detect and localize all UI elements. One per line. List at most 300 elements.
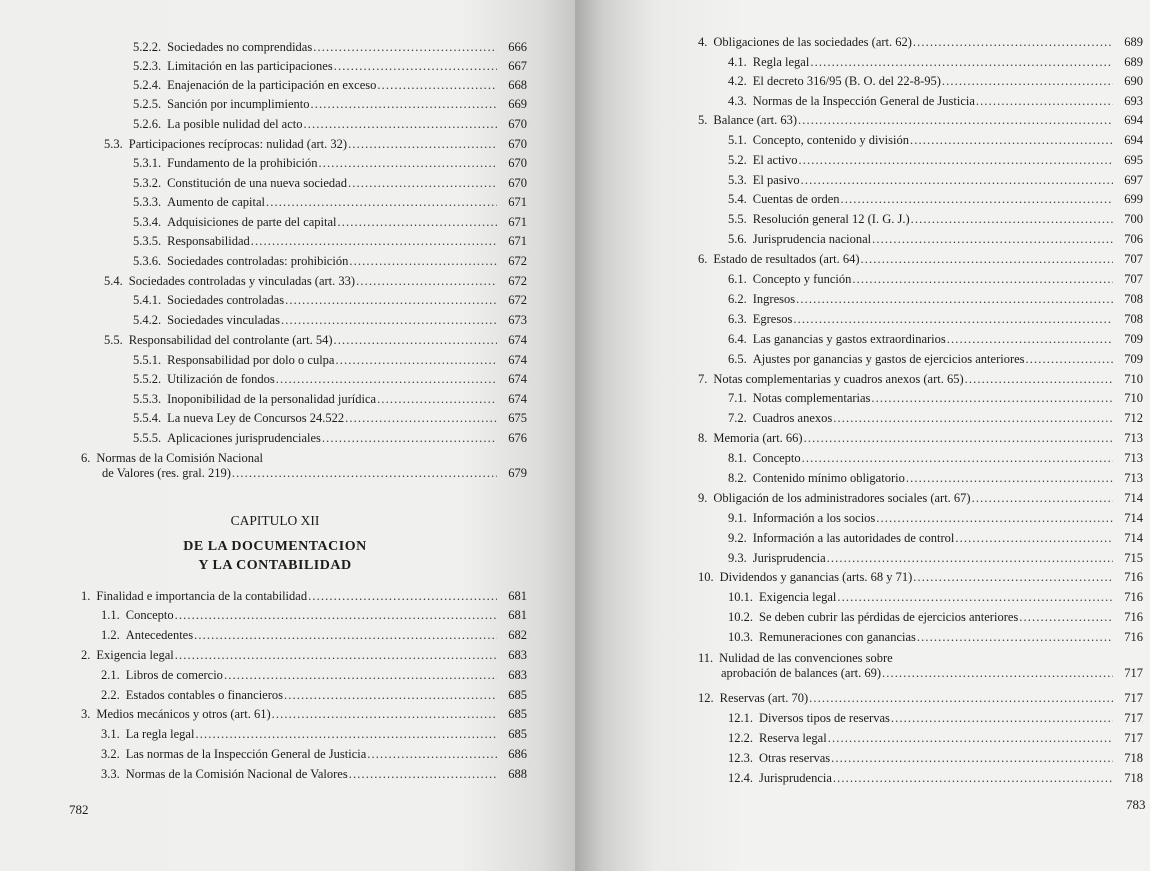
entry-title: Egresos — [752, 312, 793, 326]
entry-number: 3. — [81, 707, 91, 721]
dot-leader — [810, 55, 1113, 70]
dot-leader — [871, 391, 1113, 406]
right-toc-entry — [728, 731, 1143, 746]
entry-number: 5.3.2. — [133, 176, 162, 190]
right-toc-entry — [728, 94, 1143, 109]
entry-title: Libros de comercio — [125, 668, 223, 682]
entry-number: 5.6. — [728, 232, 747, 246]
entry-title: Responsabilidad — [167, 234, 250, 248]
entry-page-number: 707 — [1124, 272, 1143, 286]
right-toc-entries — [575, 0, 1150, 871]
entry-number: 1.1. — [101, 608, 120, 622]
entry-page-number: 672 — [508, 293, 527, 307]
entry-number: 9.2. — [728, 531, 747, 545]
entry-page-number: 676 — [508, 431, 527, 445]
left-toc-entry — [101, 688, 527, 703]
entry-title: Ajustes por ganancias y gastos de ejercicios anteriores — [752, 352, 1025, 366]
dot-leader — [793, 312, 1113, 327]
entry-title: Concepto — [125, 608, 174, 622]
entry-number: 12. — [698, 691, 714, 705]
dot-leader — [804, 431, 1113, 446]
entry-page-number: 689 — [1124, 35, 1143, 49]
dot-leader — [367, 747, 497, 762]
right-toc-entry — [698, 252, 1143, 267]
entry-title: Obligaciones de las sociedades (art. 62) — [713, 35, 912, 49]
left-toc-entry — [133, 431, 527, 446]
entry-title: Ingresos — [752, 292, 796, 306]
dot-leader — [872, 232, 1113, 247]
entry-title: Inoponibilidad de la personalidad jurídica — [167, 392, 377, 406]
dot-leader — [281, 313, 497, 328]
entry-title: Resolución general 12 (I. G. J.) — [752, 212, 910, 226]
entry-number: 9. — [698, 491, 708, 505]
dot-leader — [349, 254, 497, 269]
dot-leader — [356, 274, 497, 289]
dot-leader — [272, 707, 497, 722]
entry-number: 5.5.3. — [133, 392, 162, 406]
chapter-title-line-1: DE LA DOCUMENTACION — [183, 539, 367, 554]
left-toc-entry — [81, 451, 527, 481]
entry-page-number: 685 — [508, 707, 527, 721]
entry-number: 5.2.3. — [133, 59, 162, 73]
entry-page-number: 694 — [1124, 113, 1143, 127]
entry-title: Memoria (art. 66) — [713, 431, 803, 445]
left-toc-entry — [133, 78, 527, 93]
entry-number: 3.3. — [101, 767, 120, 781]
dot-leader — [349, 767, 497, 782]
entry-number: 6. — [698, 252, 708, 266]
left-toc-entry — [133, 117, 527, 132]
entry-number: 5.4. — [728, 192, 747, 206]
entry-page-number: 670 — [508, 156, 527, 170]
entry-page-number: 718 — [1124, 751, 1143, 765]
entry-title: Sociedades controladas: prohibición — [167, 254, 349, 268]
entry-page-number: 707 — [1124, 252, 1143, 266]
left-toc-entry — [101, 608, 527, 623]
entry-page-number: 706 — [1124, 232, 1143, 246]
dot-leader — [837, 590, 1113, 605]
right-toc-entry — [728, 312, 1143, 327]
entry-title: Jurisprudencia — [752, 551, 826, 565]
entry-title: Notas complementarias y cuadros anexos (art. 65) — [713, 372, 964, 386]
right-toc-entry — [728, 590, 1143, 605]
entry-number: 5.3. — [104, 137, 123, 151]
entry-title: Exigencia legal — [759, 590, 837, 604]
dot-leader — [906, 471, 1113, 486]
entry-number: 7.2. — [728, 411, 747, 425]
entry-page-number: 672 — [508, 254, 527, 268]
right-toc-entry — [728, 232, 1143, 247]
dot-leader — [345, 411, 497, 426]
dot-leader — [318, 156, 497, 171]
entry-page-number: 668 — [508, 78, 527, 92]
left-toc-entry — [133, 411, 527, 426]
left-toc-entry — [104, 274, 527, 289]
entry-number: 6.4. — [728, 332, 747, 346]
entry-page-number: 670 — [508, 117, 527, 131]
entry-number: 4. — [698, 35, 708, 49]
left-toc-entry — [104, 137, 527, 152]
right-toc-entry — [728, 153, 1143, 168]
entry-number: 5.5. — [728, 212, 747, 226]
entry-page-number: 713 — [1124, 431, 1143, 445]
dot-leader — [796, 292, 1113, 307]
dot-leader — [841, 192, 1113, 207]
entry-title: Concepto y función — [752, 272, 852, 286]
entry-page-number: 679 — [508, 466, 527, 480]
entry-number: 2. — [81, 648, 91, 662]
dot-leader — [809, 691, 1113, 706]
right-toc-entry — [728, 771, 1143, 786]
entry-title: Normas de la Comisión Nacional de Valores — [125, 767, 348, 781]
entry-number: 5.5.4. — [133, 411, 162, 425]
right-toc-entry — [728, 531, 1143, 546]
entry-page-number: 685 — [508, 727, 527, 741]
entry-page-number: 694 — [1124, 133, 1143, 147]
entry-number: 5.2.2. — [133, 40, 162, 54]
entry-title: Aplicaciones jurisprudenciales — [167, 431, 321, 445]
dot-leader — [942, 74, 1113, 89]
entry-page-number: 713 — [1124, 451, 1143, 465]
entry-number: 5.5.5. — [133, 431, 162, 445]
dot-leader — [276, 372, 497, 387]
left-toc-entry — [133, 372, 527, 387]
entry-title: Estados contables o financieros — [125, 688, 283, 702]
right-toc-entry — [728, 74, 1143, 89]
entry-page-number: 688 — [508, 767, 527, 781]
dot-leader — [833, 771, 1113, 786]
dot-leader — [947, 332, 1113, 347]
entry-title: La regla legal — [125, 727, 195, 741]
entry-title: Reservas (art. 70) — [719, 691, 809, 705]
right-page — [575, 0, 1150, 871]
dot-leader — [833, 411, 1113, 426]
entry-title: Notas complementarias — [752, 391, 871, 405]
chapter-label: CAPITULO XII — [230, 513, 320, 528]
entry-title: Balance (art. 63) — [713, 113, 798, 127]
entry-title: La nueva Ley de Concursos 24.522 — [167, 411, 345, 425]
entry-number: 3.1. — [101, 727, 120, 741]
entry-title: Regla legal — [752, 55, 810, 69]
entry-title: Exigencia legal — [96, 648, 174, 662]
entry-title: Concepto — [752, 451, 801, 465]
dot-leader — [861, 252, 1113, 267]
entry-page-number: 716 — [1124, 630, 1143, 644]
entry-number: 6.1. — [728, 272, 747, 286]
entry-page-number: 681 — [508, 589, 527, 603]
right-toc-entry — [698, 372, 1143, 387]
right-toc-entry — [728, 292, 1143, 307]
entry-number: 5. — [698, 113, 708, 127]
dot-leader — [377, 78, 497, 93]
right-toc-entry — [698, 491, 1143, 506]
right-toc-entry — [728, 751, 1143, 766]
dot-leader — [976, 94, 1113, 109]
entry-title: Cuadros anexos — [752, 411, 833, 425]
dot-leader — [910, 133, 1113, 148]
left-toc-entry — [81, 589, 527, 604]
entry-page-number: 673 — [508, 313, 527, 327]
entry-title: Sociedades controladas y vinculadas (art. 33) — [128, 274, 356, 288]
entry-number: 7.1. — [728, 391, 747, 405]
dot-leader — [195, 727, 497, 742]
entry-title: Enajenación de la participación en exceso — [167, 78, 377, 92]
dot-leader — [232, 466, 497, 481]
entry-number: 4.2. — [728, 74, 747, 88]
dot-leader — [965, 372, 1113, 387]
dot-leader — [284, 688, 497, 703]
entry-page-number: 710 — [1124, 372, 1143, 386]
entry-number: 5.2. — [728, 153, 747, 167]
entry-number: 5.2.4. — [133, 78, 162, 92]
left-toc-entry — [133, 195, 527, 210]
entry-number: 1. — [81, 589, 91, 603]
entry-page-number: 693 — [1124, 94, 1143, 108]
entry-page-number: 686 — [508, 747, 527, 761]
entry-number: 12.3. — [728, 751, 753, 765]
entry-title: Estado de resultados (art. 64) — [713, 252, 860, 266]
entry-title: Otras reservas — [759, 751, 831, 765]
entry-title: Las normas de la Inspección General de Justicia — [125, 747, 367, 761]
entry-number: 11. — [698, 651, 714, 665]
entry-page-number: 683 — [508, 648, 527, 662]
entry-number: 10.2. — [728, 610, 753, 624]
dot-leader — [852, 272, 1113, 287]
entry-page-number: 670 — [508, 176, 527, 190]
right-toc-entry — [698, 651, 1143, 681]
entry-number: 1.2. — [101, 628, 120, 642]
dot-leader — [913, 35, 1113, 50]
entry-page-number: 666 — [508, 40, 527, 54]
left-toc-entry — [101, 727, 527, 742]
dot-leader — [882, 666, 1113, 681]
entry-page-number: 683 — [508, 668, 527, 682]
entry-number: 10. — [698, 570, 714, 584]
entry-page-number: 697 — [1124, 173, 1143, 187]
entry-title: Responsabilidad del controlante (art. 54) — [128, 333, 333, 347]
entry-page-number: 682 — [508, 628, 527, 642]
entry-number: 12.2. — [728, 731, 753, 745]
entry-title: Limitación en las participaciones — [167, 59, 333, 73]
entry-page-number: 670 — [508, 137, 527, 151]
dot-leader — [335, 353, 497, 368]
left-toc-entry — [133, 176, 527, 191]
entry-page-number: 717 — [1124, 691, 1143, 705]
entry-page-number: 674 — [508, 333, 527, 347]
dot-leader — [377, 392, 497, 407]
entry-title: Utilización de fondos — [167, 372, 275, 386]
right-toc-entry — [728, 511, 1143, 526]
entry-title: Participaciones recíprocas: nulidad (art. 32) — [128, 137, 348, 151]
entry-number: 10.1. — [728, 590, 753, 604]
entry-number: 5.4.1. — [133, 293, 162, 307]
entry-title: Jurisprudencia — [759, 771, 832, 785]
right-toc-entry — [728, 471, 1143, 486]
entry-title: Normas de la Comisión Nacional — [96, 451, 264, 465]
entry-page-number: 717 — [1124, 711, 1143, 725]
entry-title: Responsabilidad por dolo o culpa — [167, 353, 335, 367]
entry-number: 7. — [698, 372, 708, 386]
entry-page-number: 714 — [1124, 531, 1143, 545]
dot-leader — [831, 751, 1113, 766]
dot-leader — [322, 431, 497, 446]
right-toc-entry — [698, 691, 1143, 706]
right-toc-entry — [728, 411, 1143, 426]
right-toc-entry — [698, 570, 1143, 585]
entry-number: 6. — [81, 451, 91, 465]
dot-leader — [911, 212, 1113, 227]
chapter-title-line-2: Y LA CONTABILIDAD — [198, 558, 352, 573]
entry-title: La posible nulidad del acto — [167, 117, 303, 131]
entry-page-number: 672 — [508, 274, 527, 288]
dot-leader — [334, 59, 497, 74]
entry-title: Medios mecánicos y otros (art. 61) — [96, 707, 271, 721]
right-toc-entry — [728, 272, 1143, 287]
entry-page-number: 708 — [1124, 312, 1143, 326]
entry-number: 2.1. — [101, 668, 120, 682]
entry-number: 2.2. — [101, 688, 120, 702]
entry-number: 5.5.2. — [133, 372, 162, 386]
entry-page-number: 709 — [1124, 352, 1143, 366]
entry-page-number: 715 — [1124, 551, 1143, 565]
entry-title: Dividendos y ganancias (arts. 68 y 71) — [719, 570, 913, 584]
entry-title: El pasivo — [752, 173, 800, 187]
dot-leader — [917, 630, 1113, 645]
entry-page-number: 717 — [1124, 731, 1143, 745]
left-toc-entry — [133, 313, 527, 328]
dot-leader — [310, 97, 497, 112]
left-toc-entry — [133, 254, 527, 269]
left-toc-entry — [101, 628, 527, 643]
entry-page-number: 667 — [508, 59, 527, 73]
dot-leader — [802, 451, 1113, 466]
entry-title: El decreto 316/95 (B. O. del 22-8-95) — [752, 74, 941, 88]
entry-title: Normas de la Inspección General de Justicia — [752, 94, 975, 108]
dot-leader — [175, 608, 497, 623]
entry-page-number: 671 — [508, 234, 527, 248]
left-toc-entry — [133, 97, 527, 112]
entry-title: Fundamento de la prohibición — [167, 156, 318, 170]
entry-number: 9.3. — [728, 551, 747, 565]
entry-number: 5.3.6. — [133, 254, 162, 268]
right-toc-entry — [728, 551, 1143, 566]
dot-leader — [224, 668, 497, 683]
entry-title: Remuneraciones con ganancias — [759, 630, 916, 644]
right-toc-entry — [728, 451, 1143, 466]
entry-title: Aumento de capital — [167, 195, 266, 209]
entry-title: Sociedades no comprendidas — [167, 40, 313, 54]
right-toc-entry — [728, 212, 1143, 227]
entry-number: 10.3. — [728, 630, 753, 644]
right-toc-entry — [728, 711, 1143, 726]
left-toc-entry — [101, 767, 527, 782]
entry-page-number: 716 — [1124, 590, 1143, 604]
entry-page-number: 674 — [508, 392, 527, 406]
left-toc-entry — [104, 333, 527, 348]
entry-title: Las ganancias y gastos extraordinarios — [752, 332, 946, 346]
left-toc-entry — [133, 215, 527, 230]
entry-number: 5.2.5. — [133, 97, 162, 111]
entry-title: Contenido mínimo obligatorio — [752, 471, 905, 485]
dot-leader — [827, 551, 1113, 566]
entry-page-number: 709 — [1124, 332, 1143, 346]
entry-page-number: 689 — [1124, 55, 1143, 69]
entry-page-number: 714 — [1124, 511, 1143, 525]
entry-title: Sociedades controladas — [167, 293, 285, 307]
left-toc-entry — [133, 40, 527, 55]
entry-number: 8.2. — [728, 471, 747, 485]
left-page-number: 782 — [69, 802, 89, 817]
right-toc-entry — [728, 173, 1143, 188]
entry-number: 6.5. — [728, 352, 747, 366]
dot-leader — [1026, 352, 1113, 367]
right-toc-entry — [728, 352, 1143, 367]
entry-number: 5.5. — [104, 333, 123, 347]
right-page-number: 783 — [1126, 797, 1146, 812]
dot-leader — [266, 195, 497, 210]
right-toc-entry — [698, 35, 1143, 50]
entry-page-number: 674 — [508, 372, 527, 386]
entry-title: Jurisprudencia nacional — [752, 232, 872, 246]
left-toc-entry — [133, 156, 527, 171]
entry-title: Nulidad de las convenciones sobre — [719, 651, 893, 665]
entry-page-number: 710 — [1124, 391, 1143, 405]
dot-leader — [799, 153, 1113, 168]
entry-number: 6.2. — [728, 292, 747, 306]
left-toc-entry — [133, 234, 527, 249]
dot-leader — [972, 491, 1113, 506]
left-toc-entry — [101, 668, 527, 683]
left-toc-entry — [133, 392, 527, 407]
entry-page-number: 718 — [1124, 771, 1143, 785]
dot-leader — [1019, 610, 1113, 625]
left-toc-entry — [81, 707, 527, 722]
entry-number: 9.1. — [728, 511, 747, 525]
entry-page-number: 671 — [508, 215, 527, 229]
entry-page-number: 708 — [1124, 292, 1143, 306]
right-toc-entry — [728, 55, 1143, 70]
right-toc-entry — [728, 610, 1143, 625]
entry-number: 4.1. — [728, 55, 747, 69]
dot-leader — [891, 711, 1113, 726]
entry-page-number: 669 — [508, 97, 527, 111]
entry-number: 8. — [698, 431, 708, 445]
entry-number: 5.3.4. — [133, 215, 162, 229]
dot-leader — [251, 234, 497, 249]
entry-title: Obligación de los administradores sociales (art. 67) — [713, 491, 971, 505]
entry-page-number: 674 — [508, 353, 527, 367]
dot-leader — [304, 117, 497, 132]
dot-leader — [313, 40, 497, 55]
dot-leader — [801, 173, 1113, 188]
entry-number: 5.2.6. — [133, 117, 162, 131]
entry-page-number: 712 — [1124, 411, 1143, 425]
entry-page-number: 685 — [508, 688, 527, 702]
entry-title: Cuentas de orden — [752, 192, 840, 206]
entry-page-number: 695 — [1124, 153, 1143, 167]
dot-leader — [194, 628, 497, 643]
dot-leader — [348, 176, 497, 191]
left-toc-entry — [133, 293, 527, 308]
entry-page-number: 681 — [508, 608, 527, 622]
entry-title: Diversos tipos de reservas — [759, 711, 890, 725]
entry-page-number: 690 — [1124, 74, 1143, 88]
dot-leader — [798, 113, 1113, 128]
right-toc-entry — [728, 391, 1143, 406]
entry-number: 5.3.5. — [133, 234, 162, 248]
entry-title: Concepto, contenido y división — [752, 133, 909, 147]
entry-number: 5.3.1. — [133, 156, 162, 170]
